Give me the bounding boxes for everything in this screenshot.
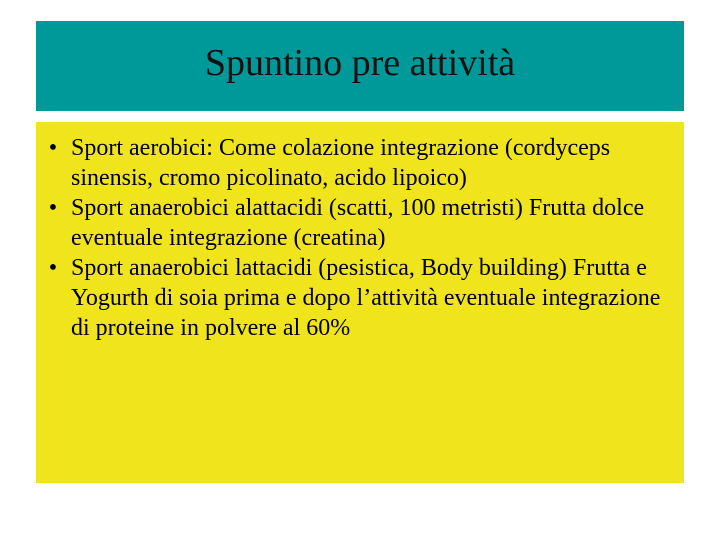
content-panel <box>36 122 684 483</box>
bullet-icon: • <box>48 195 58 221</box>
bullet-icon: • <box>48 135 58 161</box>
title-banner <box>36 21 684 111</box>
bullet-text: Sport anaerobici lattacidi (pesistica, Body building) Frutta e Yogurth di soia prima e dopo l’attività eventuale integrazione di proteine in polvere al 60% <box>71 255 661 341</box>
bullet-text: Sport aerobici: Come colazione integrazione (cordyceps sinensis, cromo picolinato, acido lipoico) <box>71 135 611 191</box>
bullet-icon: • <box>48 255 58 281</box>
bullet-item <box>50 133 684 193</box>
bullet-item <box>50 253 684 343</box>
bullet-text: Sport anaerobici alattacidi (scatti, 100 metristi) Frutta dolce eventuale integrazione (creatina) <box>71 195 645 251</box>
bullet-list <box>50 133 684 343</box>
slide-title: Spuntino pre attività <box>204 42 516 84</box>
bullet-item <box>50 193 684 253</box>
